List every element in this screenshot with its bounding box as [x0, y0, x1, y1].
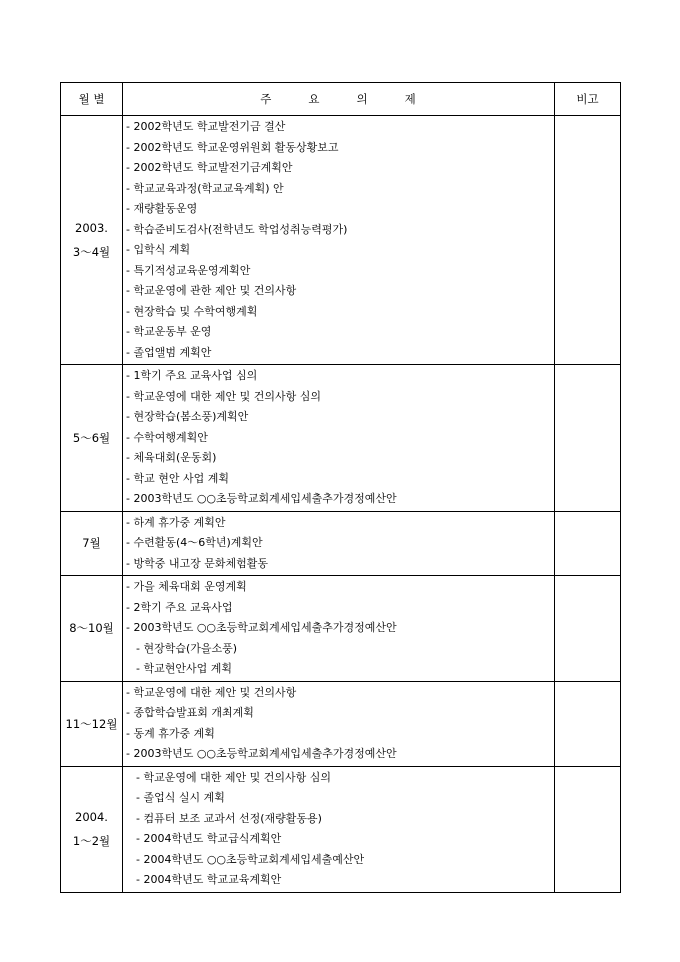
- month-label: 7월: [82, 536, 101, 551]
- agenda-items-cell: [123, 681, 555, 766]
- agenda-table: [60, 82, 621, 893]
- agenda-item: - 현장학습 및 수학여행계획: [126, 304, 258, 318]
- agenda-item: - 학교교육과정(학교교육계획) 안: [126, 181, 284, 195]
- agenda-item: - 1학기 주요 교육사업 심의: [126, 369, 258, 382]
- header-topic-char: 요: [308, 92, 321, 106]
- agenda-row: [61, 576, 621, 682]
- agenda-item: - 수학여행계획안: [126, 430, 208, 444]
- header-month: 월 별: [61, 83, 123, 116]
- agenda-item: - 특기적성교육운영계획안: [126, 263, 251, 277]
- month-cell: [61, 681, 123, 766]
- agenda-item: - 하계 휴가중 계획안: [126, 515, 226, 529]
- agenda-item: - 입학식 계획: [126, 243, 191, 256]
- agenda-item: - 종합학습발표회 개최계획: [126, 706, 254, 719]
- agenda-item: - 2004학년도 ○○초등학교회계세입세출예산안: [136, 852, 365, 866]
- month-label: 8～10월: [69, 621, 114, 636]
- agenda-item: - 학교운영에 대한 제안 및 건의사항 심의: [136, 770, 331, 784]
- header-row: [61, 83, 621, 116]
- agenda-item: - 재량활동운영: [126, 202, 198, 215]
- agenda-item: - 졸업식 실시 계획: [136, 791, 225, 804]
- agenda-row: [61, 766, 621, 892]
- note-cell: [555, 681, 621, 766]
- header-note: 비고: [555, 83, 621, 116]
- header-topic-char: 주: [260, 92, 273, 106]
- month-label: 2004.: [75, 810, 108, 824]
- month-label: 5～6월: [72, 430, 111, 445]
- agenda-row: [61, 681, 621, 766]
- note-cell: [555, 116, 621, 365]
- month-cell: [61, 576, 123, 682]
- agenda-item: - 체육대회(운동회): [126, 451, 217, 464]
- header-topic: [123, 83, 555, 116]
- agenda-items-cell: [123, 766, 555, 892]
- note-cell: [555, 511, 621, 576]
- agenda-item: - 학교운영에 대한 제안 및 건의사항: [126, 685, 297, 699]
- month-cell: [61, 511, 123, 576]
- month-label: 1～2월: [72, 834, 111, 848]
- agenda-item: - 2003학년도 ○○초등학교회계세입세출추가경정예산안: [126, 747, 397, 760]
- agenda-item: - 2002학년도 학교운영위원회 활동상황보고: [126, 140, 339, 154]
- agenda-item: - 학교현안사업 계획: [136, 662, 232, 675]
- agenda-item: - 가을 체육대회 운영계획: [126, 580, 247, 593]
- agenda-item: - 졸업앨범 계획안: [126, 345, 212, 359]
- agenda-item: - 2004학년도 학교교육계획안: [136, 873, 282, 886]
- agenda-item: - 2002학년도 학교발전기금 결산: [126, 120, 286, 133]
- agenda-row: [61, 511, 621, 576]
- agenda-items-cell: [123, 511, 555, 576]
- header-topic-char: 제: [404, 92, 417, 106]
- agenda-table-body: [61, 83, 621, 893]
- agenda-item: - 학교운동부 운영: [126, 325, 212, 338]
- header-topic-char: 의: [356, 92, 369, 106]
- month-label: 3～4월: [72, 245, 111, 259]
- note-cell: [555, 576, 621, 682]
- agenda-item: - 학교운영에 관한 제안 및 건의사항: [126, 284, 297, 297]
- agenda-item: - 방학중 내고장 문화체험활동: [126, 556, 268, 570]
- note-cell: [555, 365, 621, 512]
- agenda-item: - 2004학년도 학교급식계획안: [136, 832, 282, 845]
- agenda-item: - 수련활동(4～6학년)계획안: [126, 536, 263, 549]
- agenda-items-cell: [123, 116, 555, 365]
- agenda-item: - 현장학습(봄소풍)계획안: [126, 410, 249, 423]
- month-cell: [61, 116, 123, 365]
- agenda-item: - 동계 휴가중 계획: [126, 726, 215, 740]
- agenda-item: - 2003학년도 ○○초등학교회계세입세출추가경정예산안: [126, 621, 397, 634]
- agenda-row: [61, 365, 621, 512]
- agenda-item: - 학교 현안 사업 계획: [126, 471, 229, 485]
- month-cell: [61, 365, 123, 512]
- agenda-items-cell: [123, 365, 555, 512]
- agenda-item: - 컴퓨터 보조 교과서 선정(재량활동용): [136, 811, 322, 825]
- agenda-items-cell: [123, 576, 555, 682]
- agenda-row: [61, 116, 621, 365]
- agenda-item: - 2학기 주요 교육사업: [126, 600, 233, 614]
- agenda-item: - 2003학년도 ○○초등학교회계세입세출추가경정예산안: [126, 492, 397, 505]
- month-label: 11～12월: [65, 716, 118, 731]
- agenda-item: - 학습준비도검사(전학년도 학업성취능력평가): [126, 222, 348, 236]
- agenda-item: - 2002학년도 학교발전기금계획안: [126, 161, 293, 174]
- note-cell: [555, 766, 621, 892]
- month-label: 2003.: [75, 221, 108, 235]
- agenda-item: - 현장학습(가을소풍): [136, 641, 238, 655]
- month-cell: [61, 766, 123, 892]
- agenda-item: - 학교운영에 대한 제안 및 건의사항 심의: [126, 389, 321, 403]
